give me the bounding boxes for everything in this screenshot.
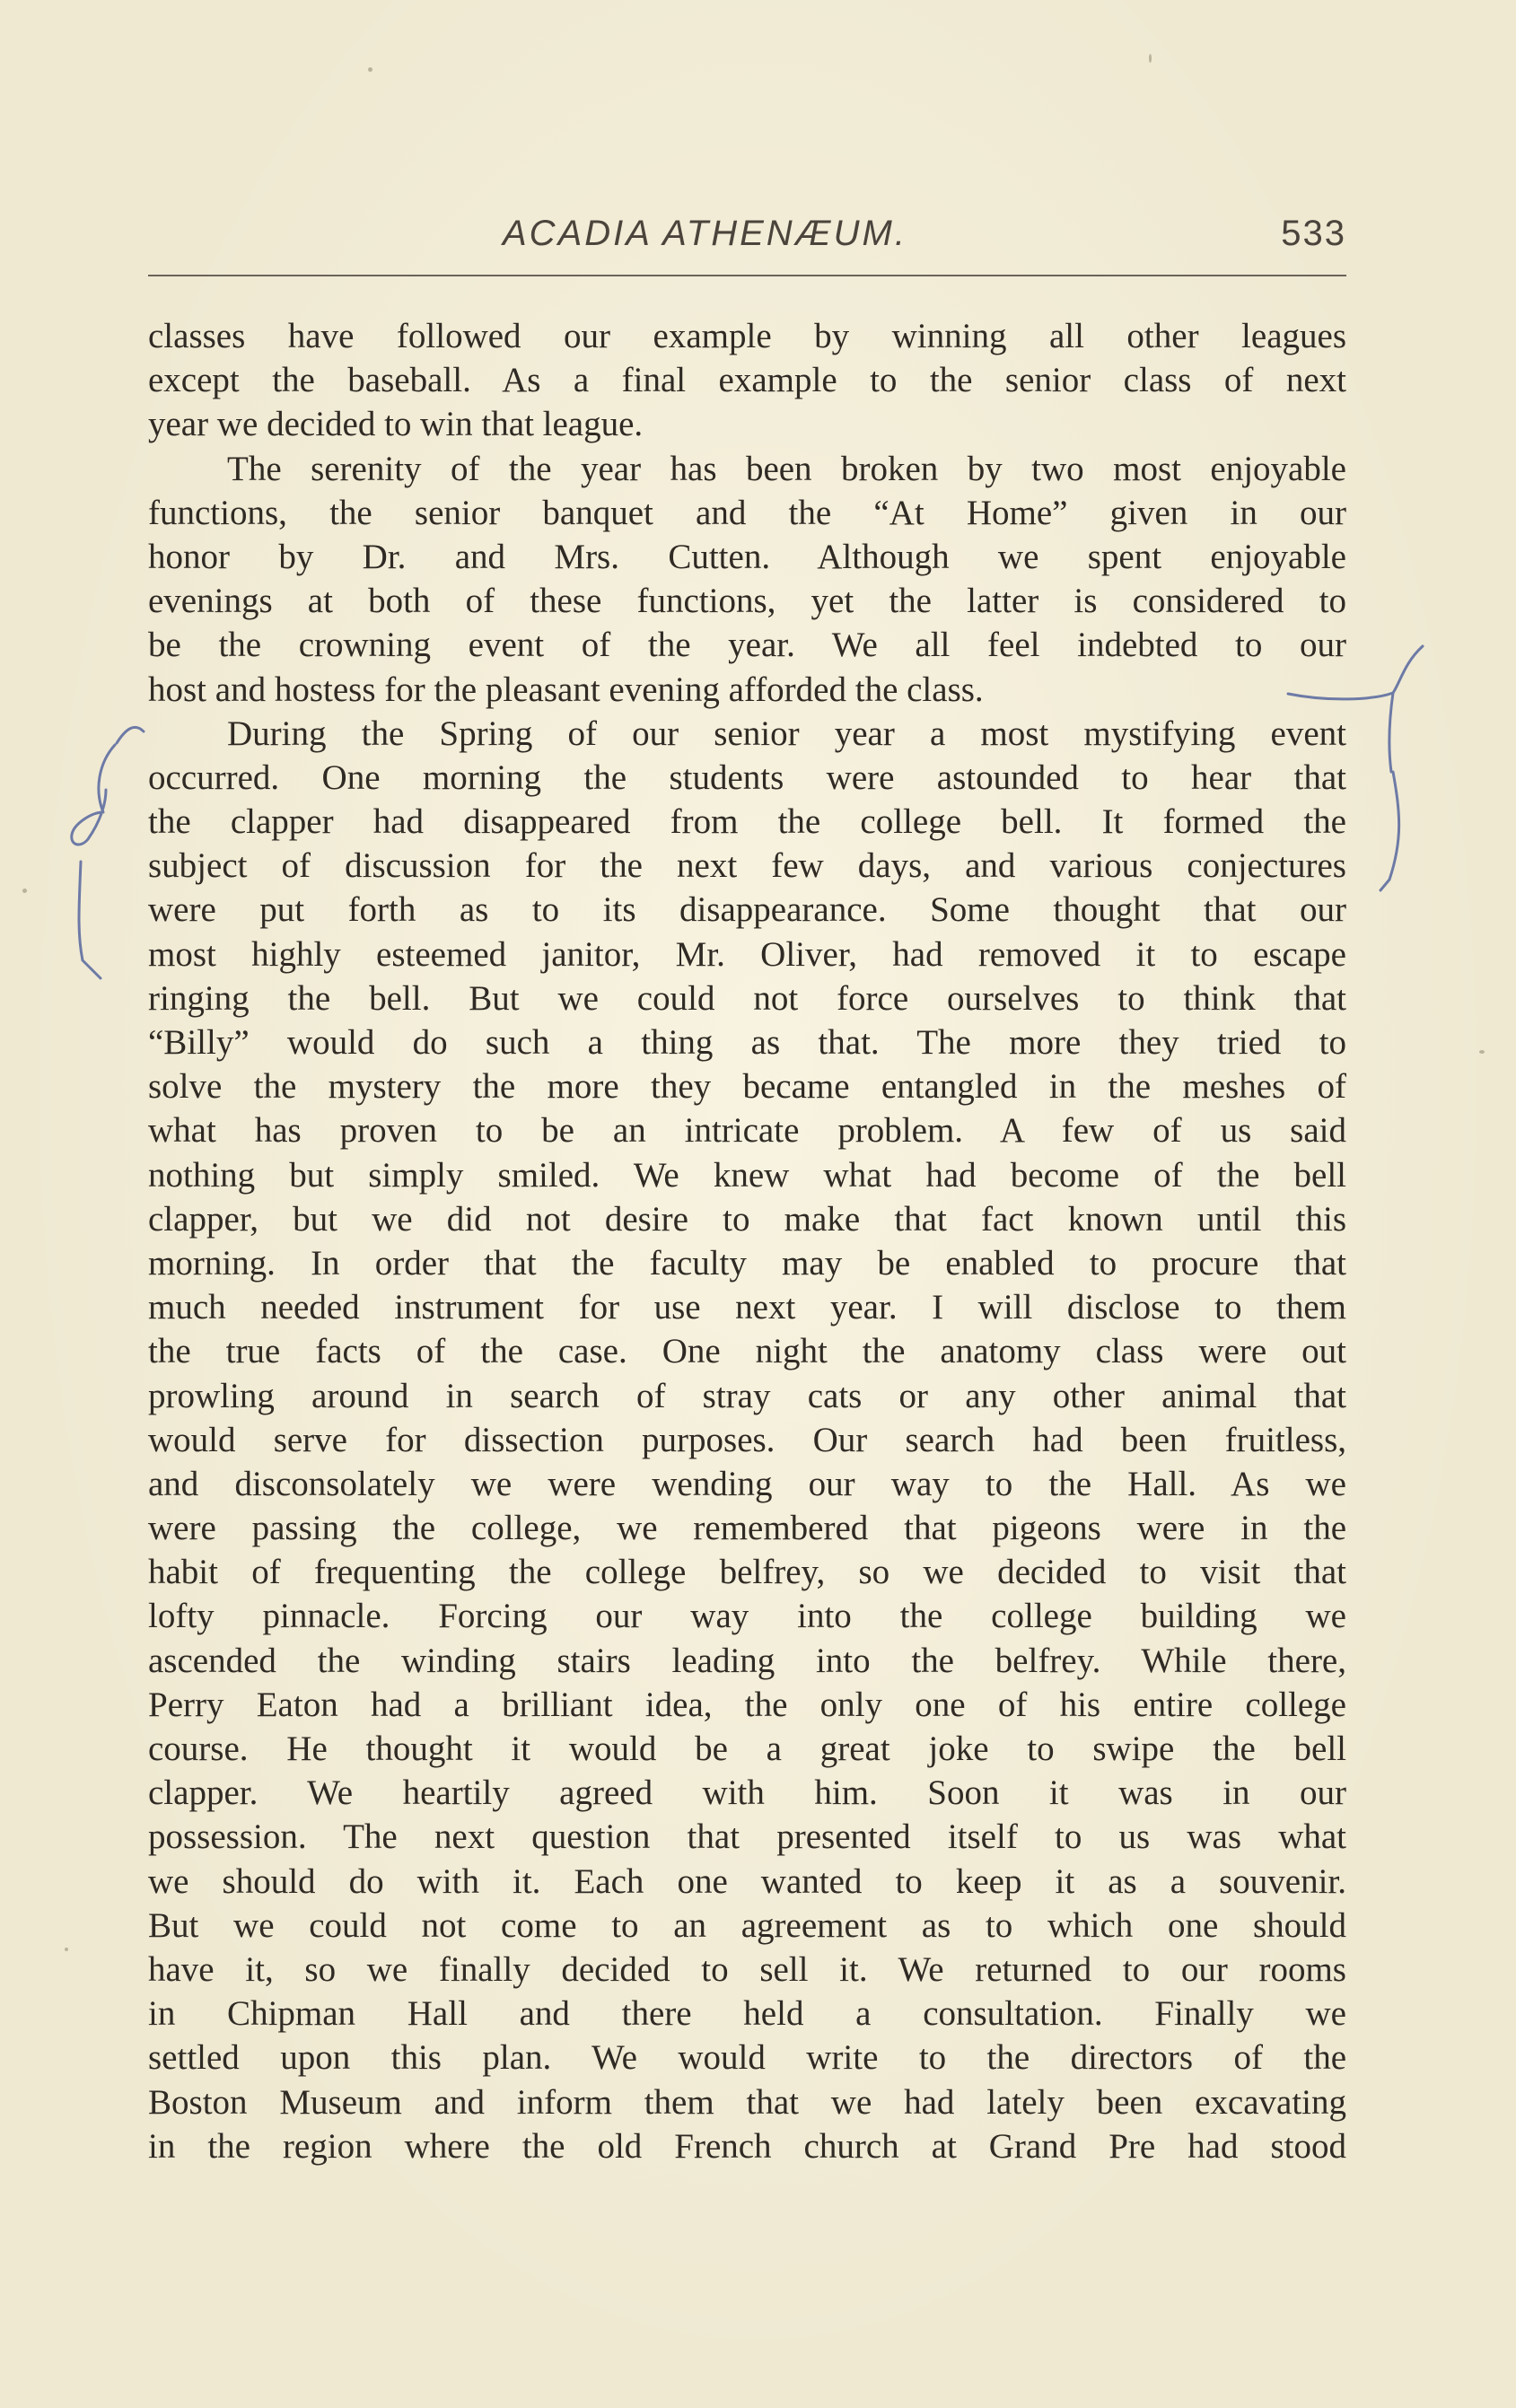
text-line: clapper. We heartily agreed with him. Soon it was in our: [148, 1773, 1346, 1813]
text-line: honor by Dr. and Mrs. Cutten. Although we spent enjoyable: [148, 537, 1346, 576]
text-line: we should do with it. Each one wanted to keep it as a souvenir.: [148, 1861, 1346, 1901]
page-number: 533: [1281, 214, 1346, 253]
text-line: be the crowning event of the year. We all feel indebted to our: [148, 626, 1346, 665]
text-line: the clapper had disappeared from the college bell. It formed the: [148, 802, 1346, 842]
text-line: nothing but simply smiled. We knew what had become of the bell: [148, 1155, 1346, 1195]
text-line: much needed instrument for use next year. I will disclose to them: [148, 1288, 1346, 1327]
text-line: habit of frequenting the college belfrey, so we decided to visit that: [148, 1553, 1346, 1592]
text-line: course. He thought it would be a great joke to swipe the bell: [148, 1729, 1346, 1768]
text-line: prowling around in search of stray cats or any other animal that: [148, 1376, 1346, 1415]
text-line: were put forth as to its disappearance. Some thought that our: [148, 890, 1346, 930]
text-line: ascended the winding stairs leading into the belfrey. While there,: [148, 1641, 1346, 1680]
text-line: year we decided to win that league.: [148, 405, 644, 444]
left-margin-pencil-mark: [72, 727, 144, 978]
journal-title: ACADIA ATHENÆUM.: [503, 214, 907, 253]
text-line: solve the mystery the more they became entangled in the meshes of: [148, 1067, 1346, 1107]
text-line: have it, so we finally decided to sell it. We returned to our rooms: [148, 1949, 1346, 1989]
text-line: would serve for dissection purposes. Our search had been fruitless,: [148, 1420, 1346, 1459]
text-line: except the baseball. As a final example to the senior class of next: [148, 361, 1346, 400]
text-line: morning. In order that the faculty may be enabled to procure that: [148, 1243, 1346, 1283]
text-line: “Billy” would do such a thing as that. The more they tried to: [148, 1023, 1346, 1062]
body-text: [148, 314, 1346, 2168]
paper-speck: [22, 889, 27, 893]
text-line: During the Spring of our senior year a most mystifying event: [227, 714, 1346, 753]
text-line: occurred. One morning the students were astounded to hear that: [148, 757, 1346, 797]
text-line: in the region where the old French church at Grand Pre had stood: [148, 2126, 1346, 2166]
text-line: in Chipman Hall and there held a consultation. Finally we: [148, 1994, 1346, 2034]
paper-speck: [1149, 54, 1152, 63]
text-line: clapper, but we did not desire to make that fact known until this: [148, 1199, 1346, 1239]
text-line: were passing the college, we remembered that pigeons were in the: [148, 1509, 1346, 1548]
running-header: [153, 214, 1346, 267]
text-line: settled upon this plan. We would write to the directors of the: [148, 2038, 1346, 2078]
paper-speck: [65, 1948, 68, 1951]
text-line: evenings at both of these functions, yet the latter is considered to: [148, 582, 1346, 621]
text-line: classes have followed our example by winning all other leagues: [148, 317, 1346, 355]
paper-speck: [368, 67, 372, 72]
text-line: the true facts of the case. One night the anatomy class were out: [148, 1332, 1346, 1371]
text-line: The serenity of the year has been broken by two most enjoyable: [227, 449, 1346, 488]
text-line: what has proven to be an intricate problem. A few of us said: [148, 1111, 1346, 1151]
text-line: possession. The next question that presented itself to us was what: [148, 1817, 1346, 1857]
text-line: functions, the senior banquet and the “At Home” given in our: [148, 493, 1346, 532]
text-line: Perry Eaton had a brilliant idea, the only one of his entire college: [148, 1685, 1346, 1724]
text-line: and disconsolately we were wending our way to the Hall. As we: [148, 1464, 1346, 1503]
text-line: ringing the bell. But we could not force ourselves to think that: [148, 978, 1346, 1018]
header-rule: [148, 275, 1346, 276]
text-line: subject of discussion for the next few days, and various conjectures: [148, 846, 1346, 886]
text-line: most highly esteemed janitor, Mr. Oliver, had removed it to escape: [148, 934, 1346, 974]
paper-speck: [1479, 1050, 1485, 1054]
text-line: host and hostess for the pleasant evening afforded the class.: [148, 670, 984, 709]
text-line: Boston Museum and inform them that we had lately been excavating: [148, 2082, 1346, 2122]
text-line: But we could not come to an agreement as to which one should: [148, 1905, 1346, 1945]
text-line: lofty pinnacle. Forcing our way into the college building we: [148, 1597, 1346, 1636]
